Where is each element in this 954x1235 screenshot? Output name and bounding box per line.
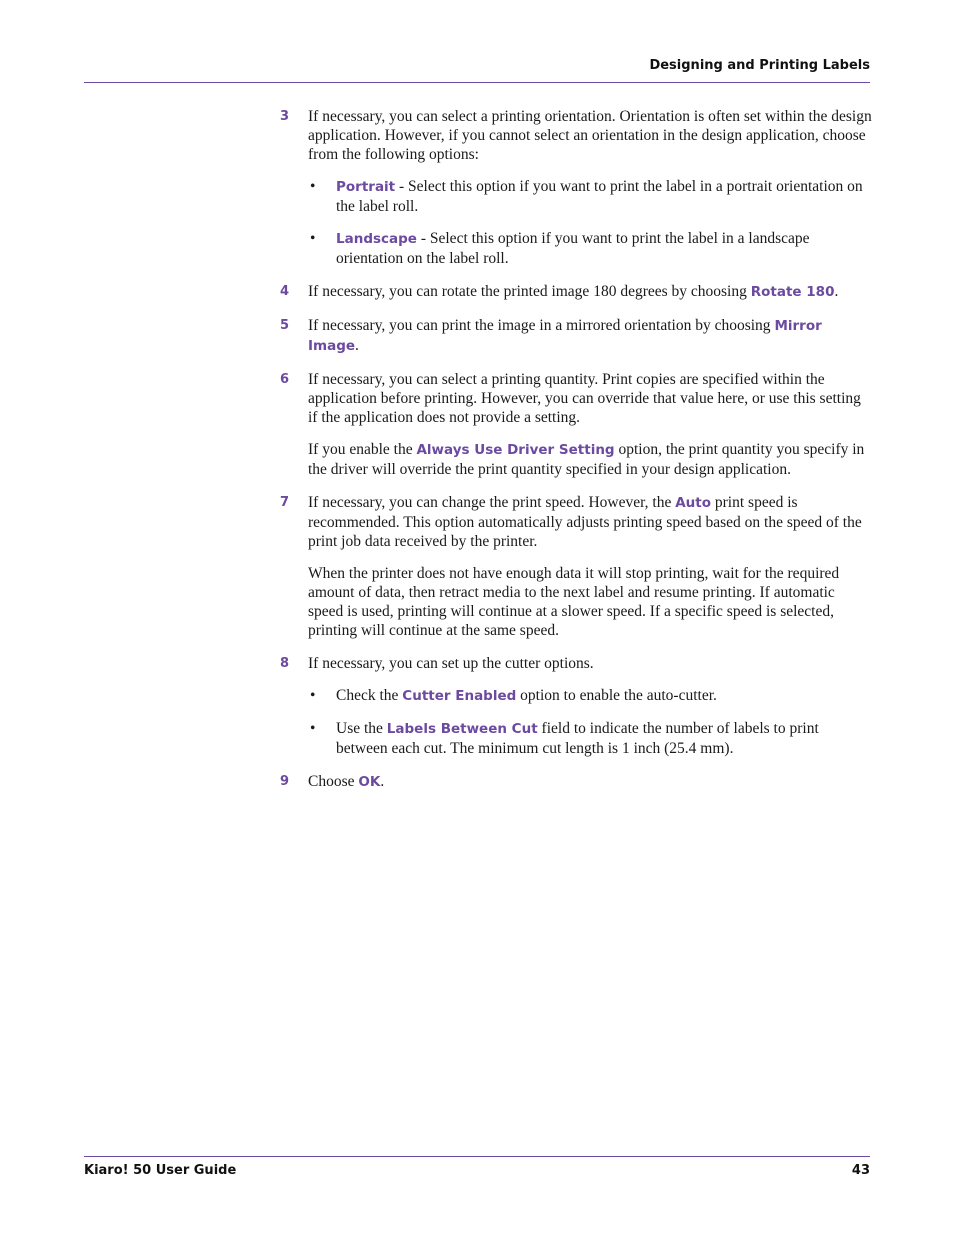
page-header [84, 58, 870, 83]
rotate-keyword: Rotate 180 [750, 284, 835, 300]
page-content [280, 107, 872, 806]
orientation-options [308, 177, 872, 268]
text-segment: option, the print quantity you specify in the driver will override the print quantity specified in your design application. [308, 441, 865, 478]
step-text: If necessary, you can set up the cutter options. [308, 655, 594, 672]
step-number: 4 [280, 284, 290, 299]
labels-between-cut-keyword: Labels Between Cut [386, 721, 538, 737]
text-segment: print speed is recommended. This option automatically adjusts printing speed based on the speed of the print job data received by the printer. [308, 494, 862, 550]
step-note: When the printer does not have enough data it will stop printing, wait for the required amount of data, then retract media to the next label and resume printing. If automatic speed is used, printing will continue at a slower speed. If a specific speed is selected, printing will continue at the same speed. [308, 565, 840, 639]
ok-keyword: OK [358, 774, 381, 790]
guide-title: Kiaro! 50 User Guide [84, 1163, 237, 1178]
step-number: 6 [280, 372, 290, 387]
text-segment: If necessary, you can print the image in a mirrored orientation by choosing [308, 317, 775, 334]
bullet-text: - Select this option if you want to print the label in a landscape orientation on the label roll. [336, 230, 810, 267]
text-segment: If necessary, you can rotate the printed image 180 degrees by choosing [308, 283, 751, 300]
auto-keyword: Auto [675, 495, 712, 511]
step-number: 8 [280, 656, 290, 671]
text-segment: Check the [336, 687, 403, 704]
step-number: 5 [280, 318, 290, 333]
step-text [308, 493, 872, 551]
section-title: Designing and Printing Labels [649, 58, 870, 73]
step-text: If necessary, you can select a printing orientation. Orientation is often set within the design application. However, if you cannot select an orientation in the design application, choose from the following options: [308, 108, 872, 163]
portrait-keyword: Portrait [336, 179, 396, 195]
text-segment: . [834, 283, 839, 300]
step-5 [280, 316, 872, 356]
page-footer [84, 1156, 870, 1178]
text-segment: If necessary, you can change the print speed. However, the [308, 494, 676, 511]
bullet-icon: • [310, 720, 316, 737]
text-segment: field to indicate the number of labels to print between each cut. The minimum cut length is 1 inch (25.4 mm). [336, 720, 819, 757]
bullet-icon: • [310, 687, 316, 704]
bullet-labels-between-cut [308, 719, 872, 758]
step-text [308, 772, 872, 792]
text-segment: . [380, 773, 385, 790]
bullet-icon: • [310, 178, 316, 195]
step-text [308, 316, 872, 356]
step-text [308, 282, 872, 302]
step-number: 9 [280, 774, 290, 789]
bullet-landscape [308, 229, 872, 268]
step-3 [280, 107, 872, 268]
step-number: 7 [280, 495, 290, 510]
text-segment: If you enable the [308, 441, 417, 458]
cutter-enabled-keyword: Cutter Enabled [402, 688, 517, 704]
landscape-keyword: Landscape [336, 231, 417, 247]
page-number: 43 [851, 1163, 870, 1178]
step-text: If necessary, you can select a printing quantity. Print copies are specified within the application before printing. However, you can override that value here, or use this setting if the application does not provide a setting. [308, 371, 861, 426]
text-segment: . [355, 337, 359, 354]
step-6 [280, 370, 872, 479]
text-segment: Choose [308, 773, 359, 790]
step-8 [280, 654, 872, 758]
bullet-text: - Select this option if you want to print the label in a portrait orientation on the label roll. [336, 178, 863, 215]
step-7 [280, 493, 872, 640]
step-note [308, 440, 872, 479]
text-segment: option to enable the auto-cutter. [516, 687, 717, 704]
step-9 [280, 772, 872, 792]
step-number: 3 [280, 109, 290, 124]
bullet-portrait [308, 177, 872, 216]
driver-setting-keyword: Always Use Driver Setting [416, 442, 615, 458]
mirror-keyword: Mirror Image [308, 318, 822, 354]
bullet-icon: • [310, 230, 316, 247]
step-4 [280, 282, 872, 302]
text-segment: Use the [336, 720, 387, 737]
bullet-cutter-enabled [308, 686, 872, 706]
cutter-options [308, 686, 872, 758]
